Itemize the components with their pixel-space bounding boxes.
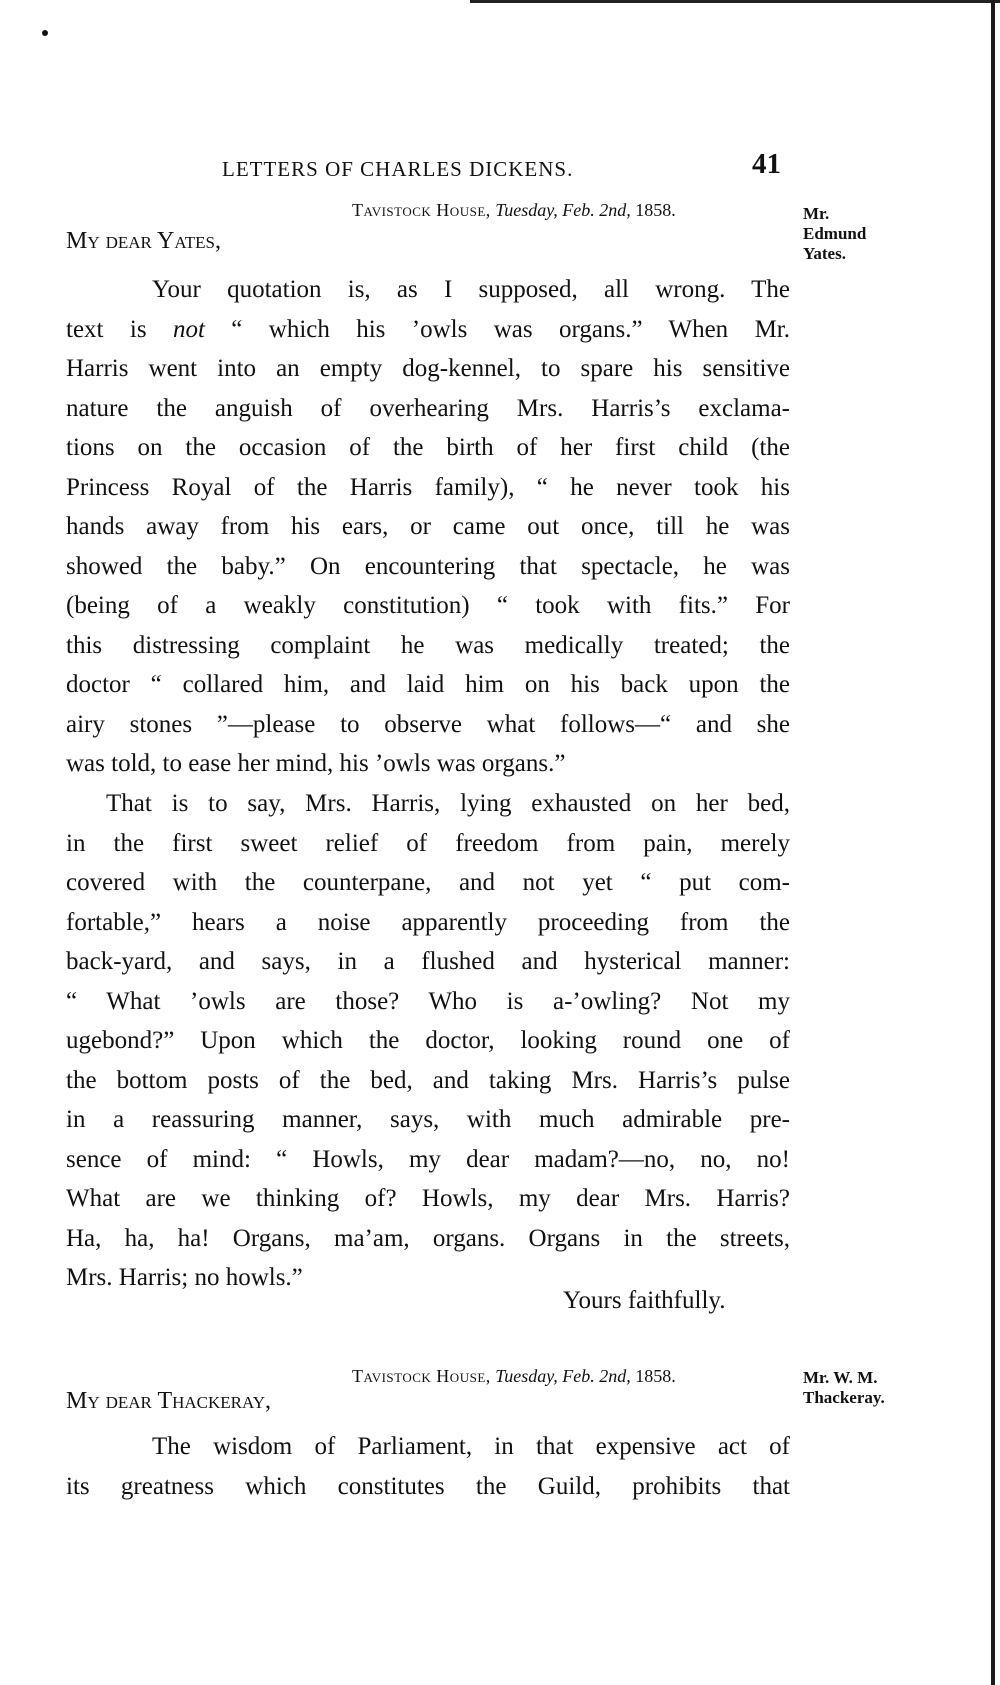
letter1-salutation: My dear Yates, <box>66 228 221 254</box>
text-line: Harris went into an empty dog-kennel, to spare his sensitive <box>66 355 790 382</box>
scan-border-right <box>991 0 995 1685</box>
text-line: in a reassuring manner, says, with much admirable pre- <box>66 1106 790 1133</box>
letter1-year: 1858. <box>635 200 676 220</box>
margin-note-line: Edmund <box>803 224 867 243</box>
letter1-paragraph-2 <box>66 784 790 1298</box>
letter2-date: Tuesday, Feb. 2nd, <box>495 1366 631 1386</box>
text-line: nature the anguish of overhearing Mrs. Harris’s exclama- <box>66 394 790 422</box>
margin-note-line: Yates. <box>803 244 846 263</box>
text-line: That is to say, Mrs. Harris, lying exhausted on her bed, <box>106 790 790 817</box>
letter2-margin-note <box>803 1368 913 1408</box>
text-line: Mrs. Harris; no howls.” <box>66 1264 303 1291</box>
page-number: 41 <box>752 148 781 180</box>
letter2-salutation: My dear Thackeray, <box>66 1388 272 1414</box>
letter2-paragraph-1 <box>66 1427 790 1506</box>
letter1-date: Tuesday, Feb. 2nd, <box>495 200 631 220</box>
text-line: (being of a weakly constitution) “ took with fits.” For <box>66 592 790 619</box>
letter1-paragraph-1 <box>66 270 790 784</box>
margin-note-line: Mr. W. M. <box>803 1368 878 1387</box>
text-line: doctor “ collared him, and laid him on his back upon the <box>66 671 790 698</box>
text-line: What are we thinking of? Howls, my dear Mrs. Harris? <box>66 1185 790 1212</box>
letter2-place: Tavistock House, <box>352 1366 491 1386</box>
text-line: Your quotation is, as I supposed, all wrong. The <box>152 276 790 303</box>
text-line: the bottom posts of the bed, and taking Mrs. Harris’s pulse <box>66 1066 790 1094</box>
letter1-place: Tavistock House, <box>352 200 491 220</box>
text-line: back-yard, and says, in a flushed and hysterical manner: <box>66 948 790 975</box>
text-line: tions on the occasion of the birth of her first child (the <box>66 434 790 461</box>
text-line: in the first sweet relief of freedom from pain, merely <box>66 829 790 857</box>
letter1-dateline <box>352 200 676 221</box>
text-line: airy stones ”—please to observe what follows—“ and she <box>66 710 790 738</box>
text-line: its greatness which constitutes the Guild, prohibits that <box>66 1472 790 1500</box>
running-head-title: LETTERS OF CHARLES DICKENS. <box>222 157 574 181</box>
margin-note-line: Thackeray. <box>803 1388 885 1407</box>
text-line: The wisdom of Parliament, in that expensive act of <box>152 1433 790 1460</box>
text-line: hands away from his ears, or came out once, till he was <box>66 513 790 540</box>
text-line: “ What ’owls are those? Who is a-’owling? Not my <box>66 987 790 1015</box>
text-line: sence of mind: “ Howls, my dear madam?—no, no, no! <box>66 1145 790 1173</box>
margin-note-line: Mr. <box>803 204 830 223</box>
letter1-margin-note <box>803 204 913 264</box>
scan-border-top <box>470 0 1000 5</box>
text-line: text is not “ which his ’owls was organs.” When Mr. <box>66 315 790 343</box>
text-line: this distressing complaint he was medically treated; the <box>66 631 790 659</box>
text-line: Princess Royal of the Harris family), “ he never took his <box>66 473 790 501</box>
text-line: covered with the counterpane, and not yet “ put com- <box>66 869 790 896</box>
text-line: fortable,” hears a noise apparently proceeding from the <box>66 908 790 936</box>
text-line: was told, to ease her mind, his ’owls was organs.” <box>66 750 566 777</box>
scan-speck <box>42 30 48 36</box>
text-line: showed the baby.” On encountering that spectacle, he was <box>66 552 790 580</box>
letter2-dateline <box>352 1366 676 1387</box>
text-line: Ha, ha, ha! Organs, ma’am, organs. Organs in the streets, <box>66 1224 790 1252</box>
letter2-year: 1858. <box>635 1366 676 1386</box>
letter1-closing: Yours faithfully. <box>563 1287 726 1314</box>
text-line: ugebond?” Upon which the doctor, looking round one of <box>66 1027 790 1054</box>
